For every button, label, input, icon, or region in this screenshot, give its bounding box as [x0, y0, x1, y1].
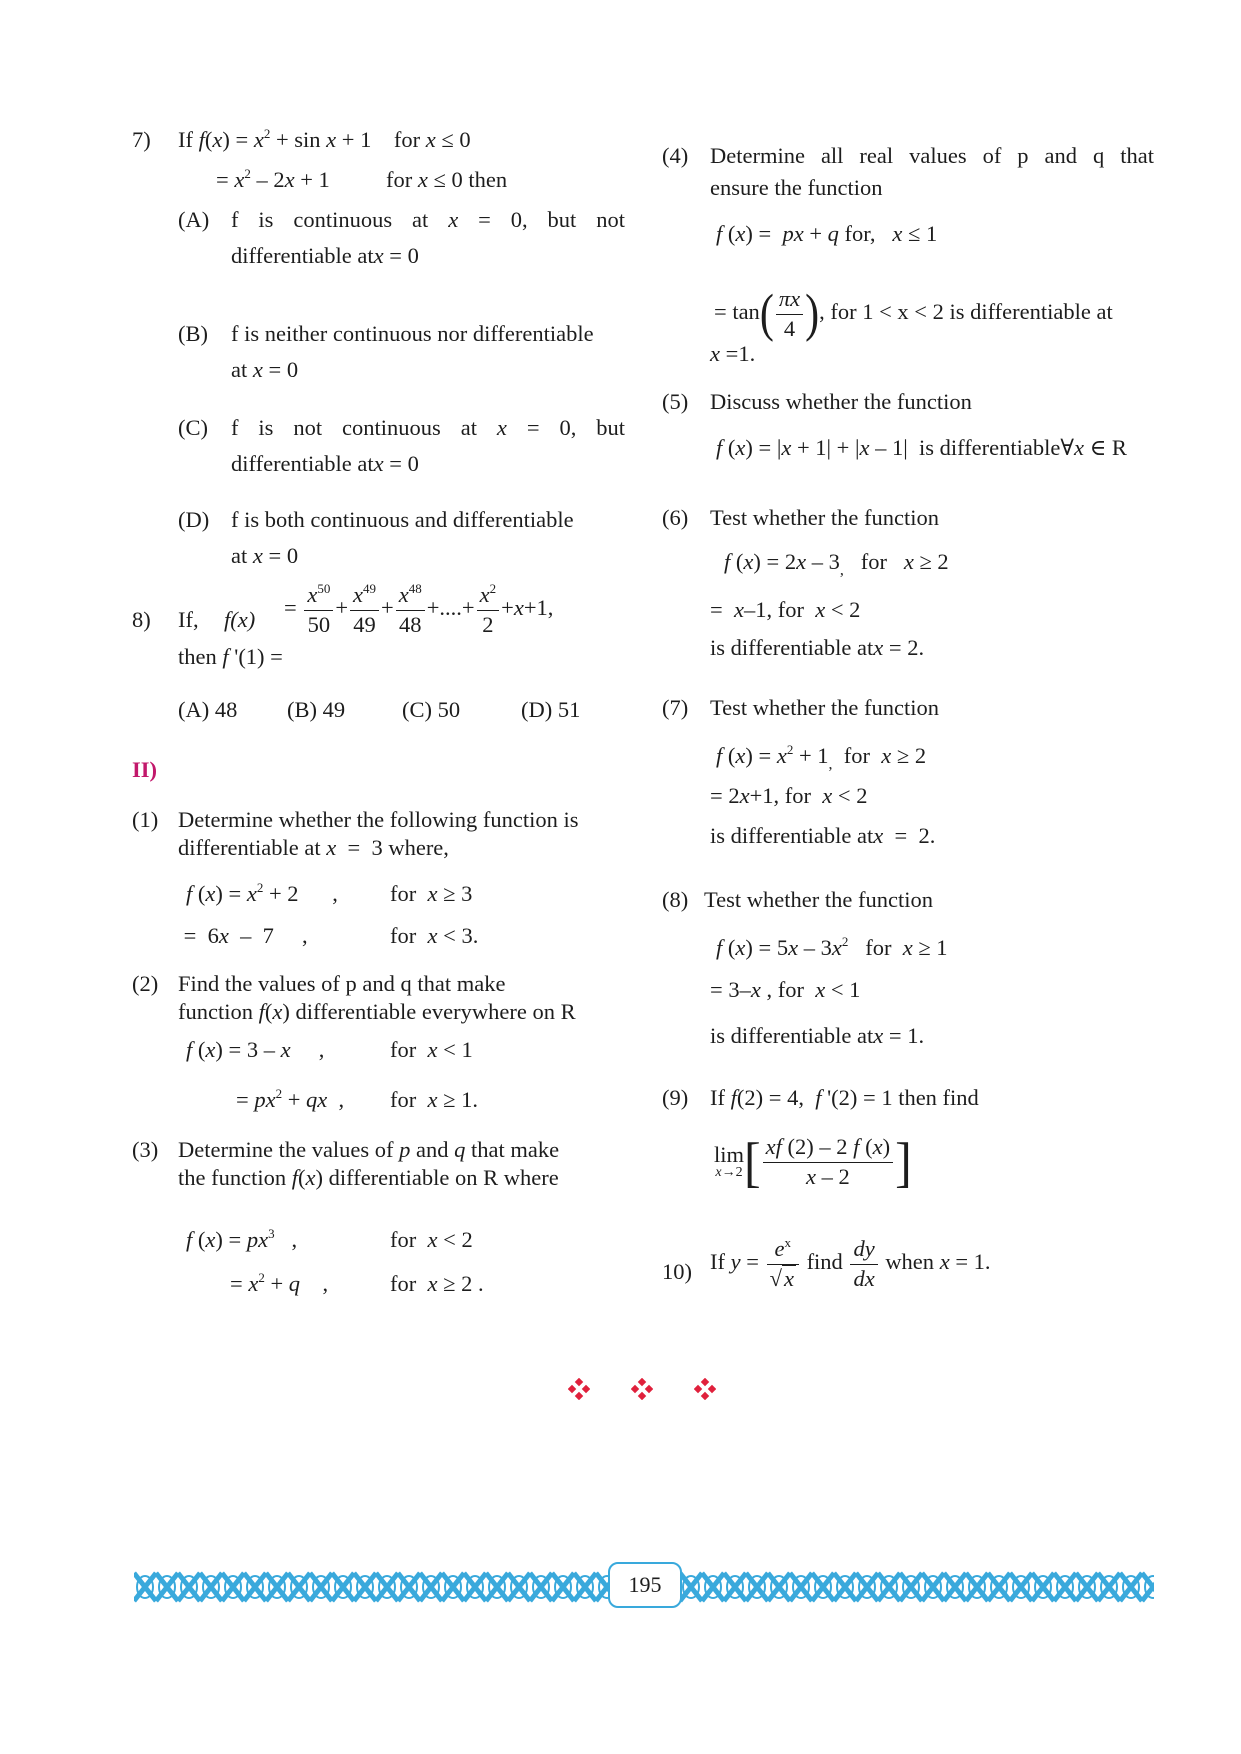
problem-6-line-4: is differentiable atx = 2.: [710, 635, 925, 660]
problem-7-line-4: is differentiable atx = 2.: [710, 823, 936, 848]
problem-9-line-1: If f(2) = 4, f '(2) = 1 then find: [710, 1085, 979, 1110]
problem-2-eq-1: f (x) = 3 – x ,: [186, 1037, 325, 1062]
problem-7-line-1: Test whether the function: [710, 695, 939, 720]
problem-2-line-1: Find the values of p and q that make: [178, 971, 506, 996]
problem-3-cond-2: for x ≥ 2 .: [390, 1271, 484, 1296]
problem-3-eq-1: f $(x) = px^3$ ,: [186, 1226, 298, 1252]
question-8-number: 8): [132, 607, 151, 632]
problem-1-cond-1: for x ≥ 3: [390, 881, 473, 906]
problem-1-line-1: Determine whether the following function is: [178, 807, 579, 832]
problem-4-eq-1: f (x) = px + q for, x ≤ 1: [716, 221, 938, 246]
problem-4-line-1: Determine all real values of p and q that: [710, 143, 1154, 168]
problem-1-cond-2: for x < 3.: [390, 923, 479, 948]
option-c-text-2: differentiable atx = 0: [231, 451, 419, 476]
question-8-if: If,: [178, 607, 199, 632]
option-c-label: (C): [178, 415, 208, 440]
problem-7-number: (7): [662, 695, 689, 720]
problem-8-line-4: is differentiable atx = 1.: [710, 1023, 925, 1048]
problem-2-cond-1: for x < 1: [390, 1037, 473, 1062]
problem-5-number: (5): [662, 389, 689, 414]
question-8-then: then f '(1) =: [178, 644, 283, 669]
problem-3-cond-1: for x < 2: [390, 1227, 473, 1252]
problem-2-number: (2): [132, 971, 159, 996]
problem-2-eq-2: = $px^2$ + qx ,: [236, 1086, 345, 1112]
problem-6-line-3: = x–1, for x < 2: [710, 597, 861, 622]
option-d-text-2: at x = 0: [231, 543, 299, 568]
option-a-text-2: differentiable atx = 0: [231, 243, 419, 268]
problem-4-tail: , for 1 < x < 2 is differentiable at: [819, 299, 1113, 325]
option-d-label: (D): [178, 507, 210, 532]
problem-5-eq: f (x) = |x + 1| + |x – 1| is differentiable∀x ∈ R: [716, 435, 1127, 460]
problem-6-number: (6): [662, 505, 689, 530]
question-8-option-b: (B) 49: [287, 697, 346, 722]
option-a-label: (A): [178, 207, 210, 232]
footer-pattern-left: [134, 1570, 610, 1604]
option-b-text-1: f is neither continuous nor differentiable: [231, 321, 594, 346]
problem-7-eq-1: f $(x) = x^2 + 1_,$ for x ≥ 2: [716, 742, 927, 773]
problem-2-line-2: function f(x) differentiable everywhere on R: [178, 999, 576, 1024]
ornament-icon: [694, 1378, 716, 1400]
problem-4-number: (4): [662, 143, 689, 168]
problem-7-line-3: = 2x+1, for x < 2: [710, 783, 868, 808]
problem-1-eq-1: f $(x) = x^2 + 2$ ,: [186, 880, 338, 906]
problem-4-eq-2: = tan( $\frac{\pi x}{4}$ ), for 1 < x < 2 is differentiable at: [714, 285, 1113, 343]
problem-8-line-1: Test whether the function: [704, 887, 933, 912]
ornament-icon: [631, 1378, 653, 1400]
problem-3-eq-2: = $x^2 + q$ ,: [230, 1270, 329, 1296]
problem-8-number: (8): [662, 887, 689, 912]
question-8-fx: f(x): [224, 607, 256, 632]
problem-4-line-2: ensure the function: [710, 175, 883, 200]
problem-9-limit: lim x→2 [ $\frac{xf (2) - 2 f (x)}{x - 2}$ ]: [714, 1131, 912, 1193]
problem-4-last: x =1.: [710, 341, 756, 366]
problem-1-number: (1): [132, 807, 159, 832]
problem-3-line-1: Determine the values of p and q that make: [178, 1137, 560, 1162]
option-b-label: (B): [178, 321, 208, 346]
option-d-text-1: f is both continuous and differentiable: [231, 507, 574, 532]
problem-3-line-2: the function f(x) differentiable on R where: [178, 1165, 559, 1190]
page-number: 195: [608, 1562, 682, 1608]
question-7-line-2: = $x^2 - 2x + 1$ for x ≤ 0 then: [216, 166, 508, 192]
section-heading: II): [132, 757, 158, 782]
option-b-text-2: at x = 0: [231, 357, 299, 382]
problem-3-number: (3): [132, 1137, 159, 1162]
problem-6-line-1: Test whether the function: [710, 505, 939, 530]
question-7-line-1: If $f(x) = x^2 + \sin x + 1$ for x ≤ 0: [178, 126, 471, 152]
problem-9-number: (9): [662, 1085, 689, 1110]
question-8-option-c: (C) 50: [402, 697, 461, 722]
ornament-icon: [568, 1378, 590, 1400]
option-c-text-1: f is not continuous at x = 0, but: [231, 415, 625, 440]
problem-8-line-3: = 3–x , for x < 1: [710, 977, 861, 1002]
problem-1-eq-2: = 6x – 7 ,: [178, 923, 308, 948]
problem-2-cond-2: for x ≥ 1.: [390, 1087, 478, 1112]
question-8-series: = $\frac{x^{50}}{50}$ + $\frac{x^{49}}{49}$ + $\frac{x^{48}}{48}$ +....+ $\frac{x^2}{2}$ +x+1,: [284, 581, 554, 637]
problem-10-text: If y = $\frac{e^x}{√x}$ find $\frac{dy}{dx}$ when x = 1.: [710, 1235, 991, 1291]
footer-pattern-right: [680, 1570, 1154, 1604]
problem-5-line-1: Discuss whether the function: [710, 389, 972, 414]
question-7-number: 7): [132, 127, 151, 152]
problem-1-line-2: differentiable at x = 3 where,: [178, 835, 449, 860]
question-8-option-a: (A) 48: [178, 697, 238, 722]
problem-10-number: 10): [662, 1259, 692, 1284]
question-8-option-d: (D) 51: [521, 697, 581, 722]
option-a-text-1: f is continuous at x = 0, but not: [231, 207, 625, 232]
problem-6-eq-1: f $(x) = 2x - 3_,$ for x ≥ 2: [724, 549, 949, 579]
problem-8-eq-1: f $(x) = 5x - 3x^2$ for x ≥ 1: [716, 934, 948, 960]
